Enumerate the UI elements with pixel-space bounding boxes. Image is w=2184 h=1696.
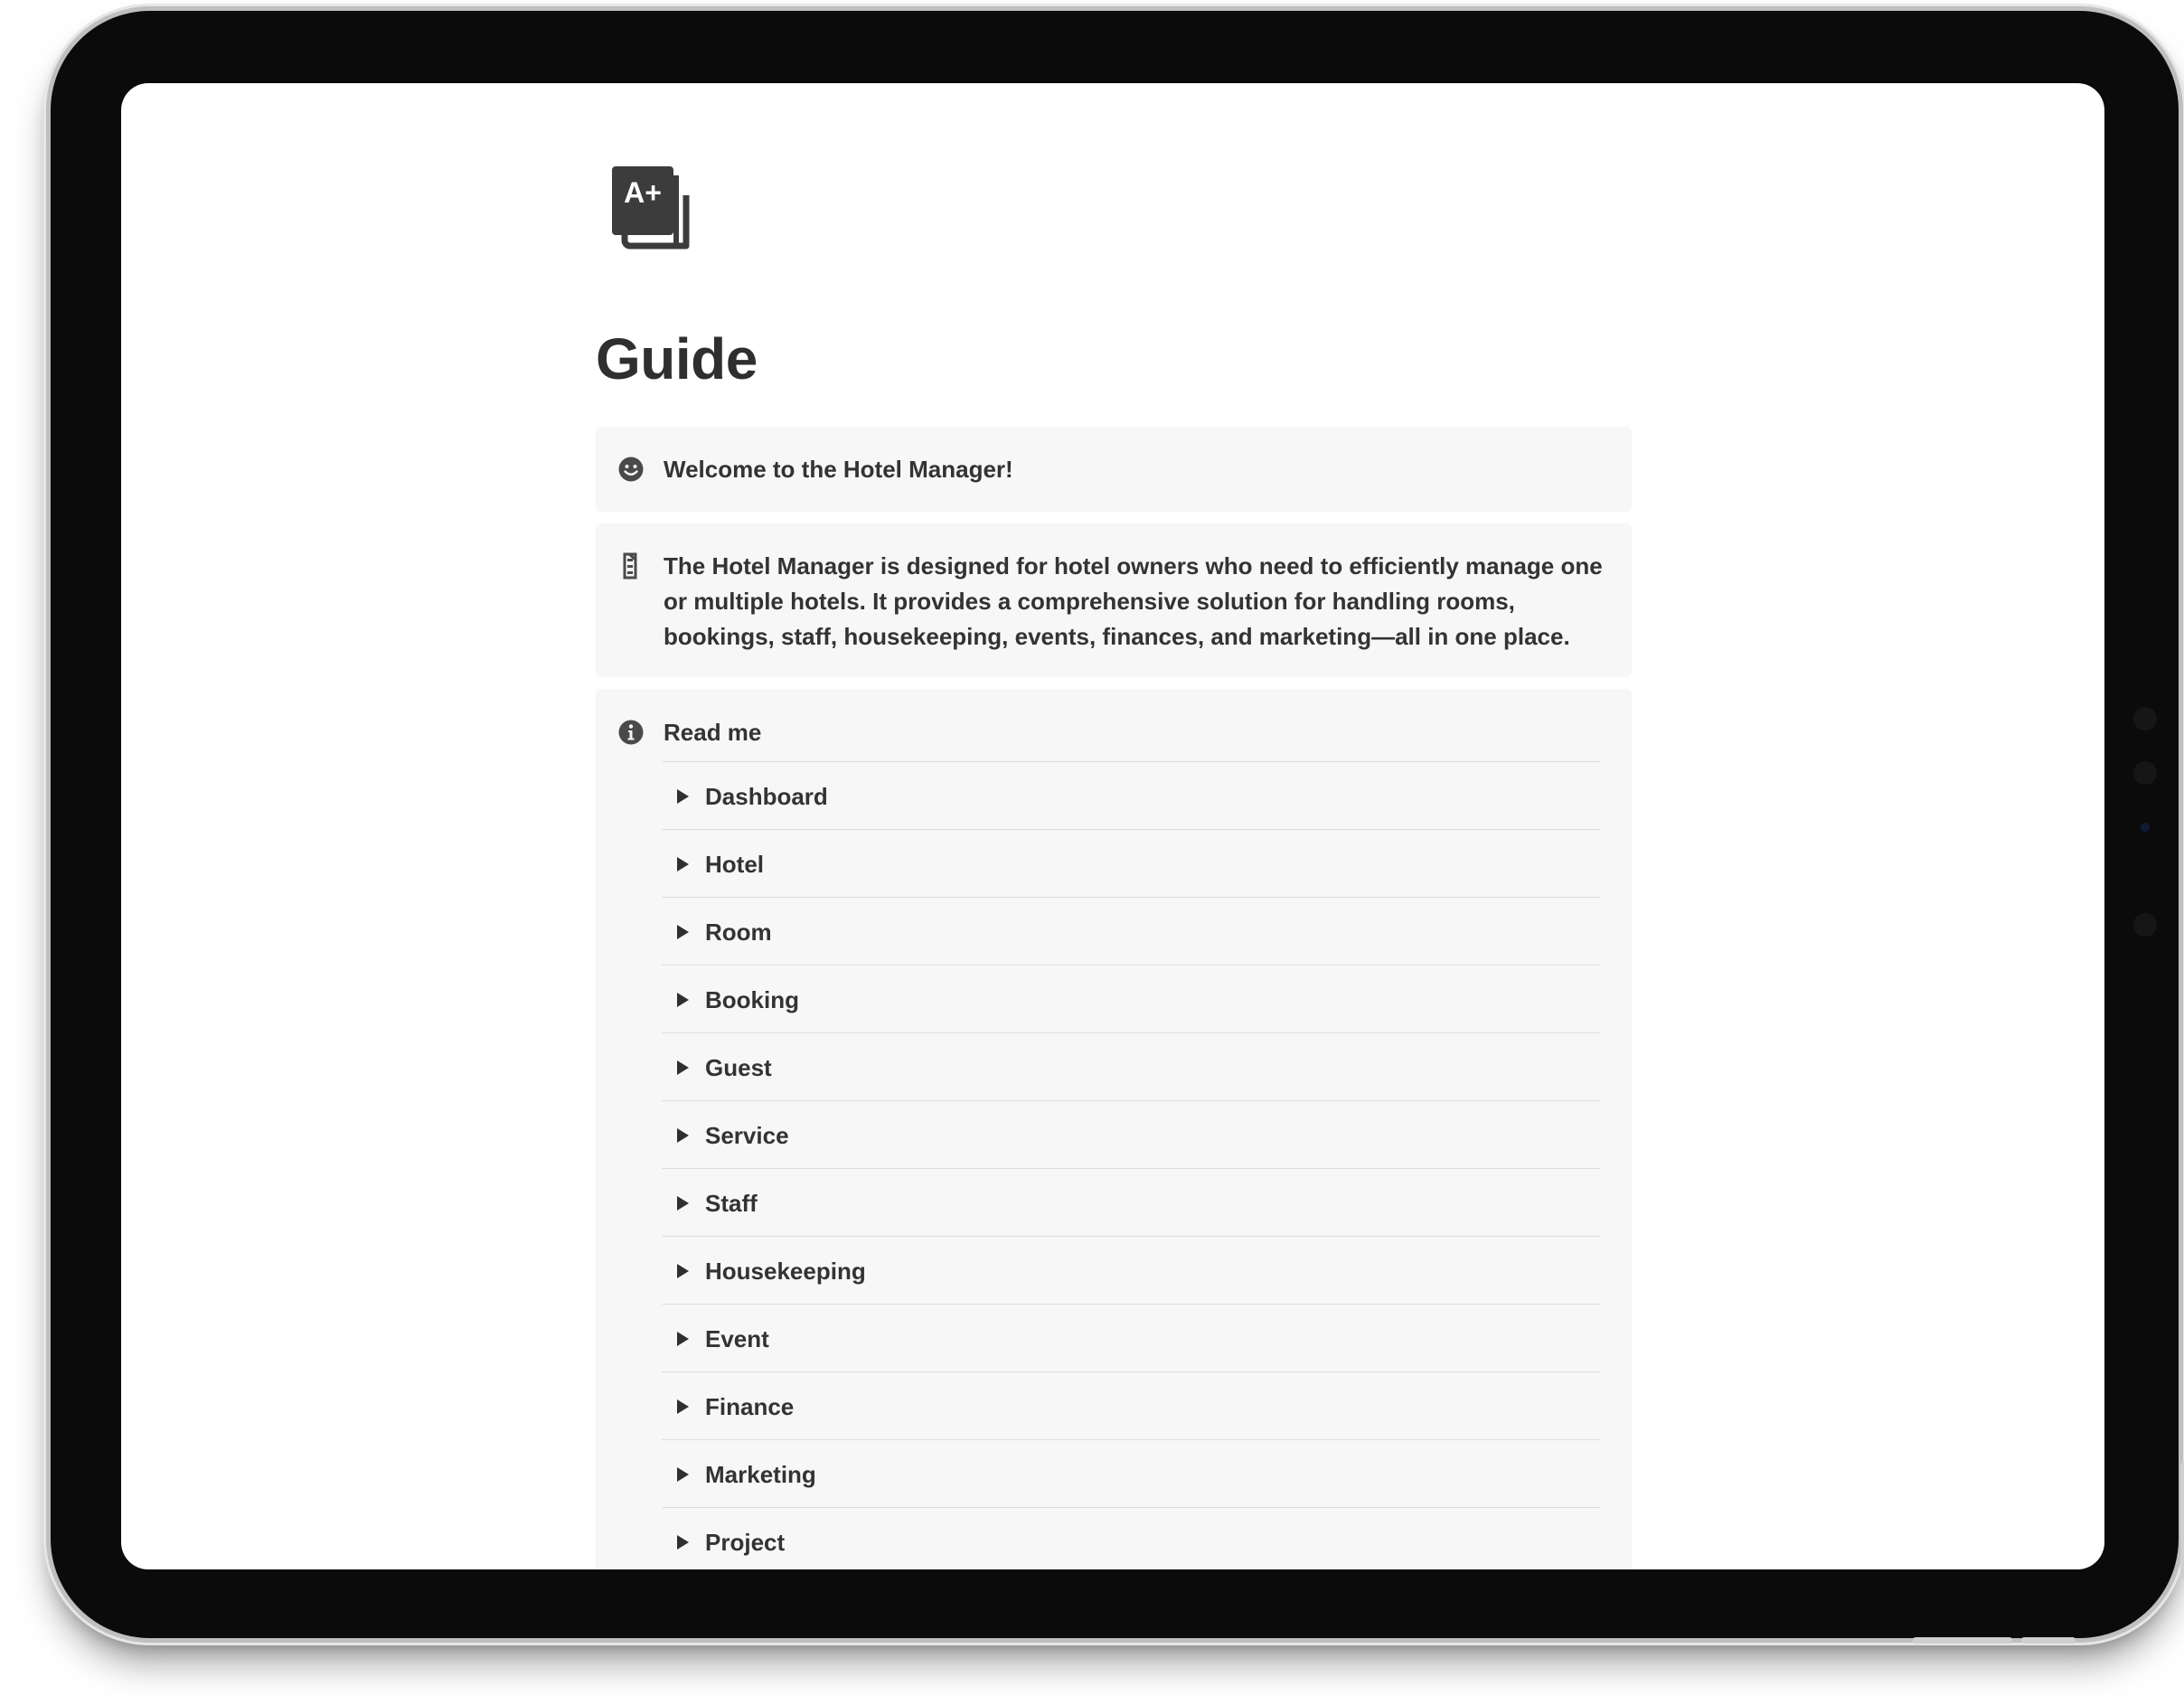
toggle-label: Dashboard [705, 783, 828, 810]
readme-callout [596, 689, 1632, 1569]
toggle-label: Booking [705, 986, 799, 1013]
toggle-triangle-icon[interactable] [677, 789, 689, 804]
a-plus-document-icon [612, 166, 692, 253]
toggle-label: Service [705, 1122, 789, 1149]
device-sensor [2133, 707, 2157, 730]
smiley-face-icon [617, 456, 645, 483]
device-bottom-button [2021, 1637, 2076, 1644]
toggle-triangle-icon[interactable] [677, 993, 689, 1007]
toggle-label: Staff [705, 1190, 758, 1217]
toggle-triangle-icon[interactable] [677, 1128, 689, 1143]
description-text: The Hotel Manager is designed for hotel owners who need to efficiently manage one or multiple hotels. It provides a comprehensive solution for handling rooms, bookings, staff, housekeeping, events, finances, and marketing—all in one place. [664, 552, 1603, 650]
device-camera [2141, 823, 2150, 832]
toggle-triangle-icon[interactable] [677, 1332, 689, 1346]
readme-label: Read me [664, 719, 762, 746]
device-sensor [2133, 913, 2157, 937]
toggle-project[interactable] [662, 1507, 1600, 1569]
tablet-device-frame [51, 11, 2179, 1638]
toggle-label: Project [705, 1529, 786, 1556]
toggle-label: Event [705, 1325, 769, 1352]
toggle-label: Finance [705, 1393, 795, 1420]
toggle-triangle-icon[interactable] [677, 1467, 689, 1482]
welcome-text: Welcome to the Hotel Manager! [664, 456, 1013, 483]
toggle-event[interactable] [662, 1304, 1600, 1371]
toggle-label: Room [705, 919, 772, 946]
toggle-service[interactable] [662, 1100, 1600, 1168]
toggle-dashboard[interactable] [662, 761, 1600, 829]
bookmark-icon [617, 552, 645, 579]
toggle-label: Marketing [705, 1461, 816, 1488]
toggle-triangle-icon[interactable] [677, 1196, 689, 1211]
info-icon [617, 719, 645, 746]
page-title: Guide [596, 326, 758, 391]
toggle-triangle-icon[interactable] [677, 857, 689, 872]
toggle-triangle-icon[interactable] [677, 1264, 689, 1278]
toggle-marketing[interactable] [662, 1439, 1600, 1507]
device-screen [121, 83, 2104, 1569]
toggle-finance[interactable] [662, 1371, 1600, 1439]
toggle-triangle-icon[interactable] [677, 925, 689, 939]
welcome-callout [596, 427, 1632, 512]
description-callout [596, 523, 1632, 677]
device-sensor [2133, 761, 2157, 785]
toggle-label: Housekeeping [705, 1258, 866, 1285]
toggle-guest[interactable] [662, 1032, 1600, 1100]
toggle-housekeeping[interactable] [662, 1236, 1600, 1304]
toggle-room[interactable] [662, 897, 1600, 965]
device-side-button [2180, 1462, 2184, 1579]
toggle-list [662, 761, 1600, 1569]
toggle-hotel[interactable] [662, 829, 1600, 897]
toggle-triangle-icon[interactable] [677, 1060, 689, 1075]
toggle-label: Guest [705, 1054, 772, 1081]
toggle-triangle-icon[interactable] [677, 1535, 689, 1550]
svg-text:A+: A+ [624, 176, 662, 209]
toggle-booking[interactable] [662, 965, 1600, 1032]
toggle-triangle-icon[interactable] [677, 1399, 689, 1414]
device-bottom-button [1913, 1637, 2012, 1644]
toggle-staff[interactable] [662, 1168, 1600, 1236]
toggle-label: Hotel [705, 851, 764, 878]
